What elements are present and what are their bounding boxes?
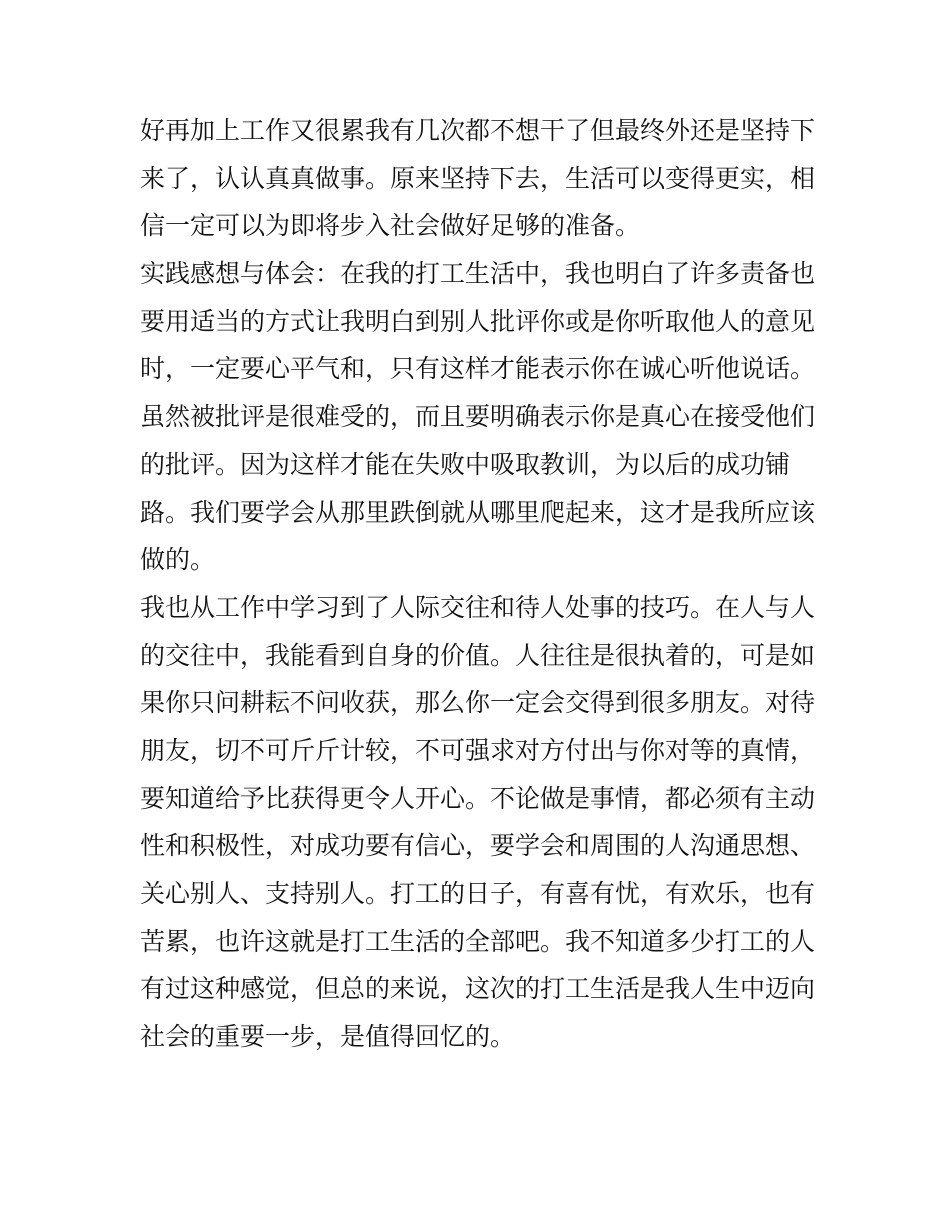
- text-line: 果你只问耕耘不问收获，那么你一定会交得到很多朋友。对待: [140, 688, 816, 718]
- text-line: 要用适当的方式让我明白到别人批评你或是你听取他人的意见: [140, 306, 816, 336]
- text-line: 有过这种感觉，但总的来说，这次的打工生活是我人生中迈向: [140, 974, 816, 1004]
- text-line: 好再加上工作又很累我有几次都不想干了但最终外还是坚持下: [140, 116, 816, 145]
- text-line: 性和积极性，对成功要有信心，要学会和周围的人沟通思想、: [140, 831, 816, 861]
- text-line: 的交往中，我能看到自身的价值。人往往是很执着的，可是如: [140, 640, 816, 670]
- text-line: 路。我们要学会从那里跌倒就从哪里爬起来，这才是我所应该: [140, 497, 816, 527]
- text-line: 要知道给予比获得更令人开心。不论做是事情，都必须有主动: [140, 783, 816, 813]
- text-line: 做的。: [140, 545, 216, 575]
- text-line: 朋友，切不可斤斤计较，不可强求对方付出与你对等的真情，: [140, 735, 816, 765]
- text-line: 苦累，也许这就是打工生活的全部吧。我不知道多少打工的人: [140, 926, 816, 956]
- text-line: 的批评。因为这样才能在失败中吸取教训，为以后的成功铺: [140, 449, 791, 479]
- text-line: 社会的重要一步，是值得回忆的。: [140, 1022, 516, 1052]
- text-line: 时，一定要心平气和，只有这样才能表示你在诚心听他说话。: [140, 354, 816, 384]
- text-line: 信一定可以为即将步入社会做好足够的准备。: [140, 211, 641, 241]
- text-line: 实践感想与体会：在我的打工生活中，我也明白了许多责备也: [140, 259, 816, 289]
- text-line: 我也从工作中学习到了人际交往和待人处事的技巧。在人与人: [140, 592, 816, 622]
- text-line: 关心别人、支持别人。打工的日子，有喜有忧，有欢乐，也有: [140, 879, 816, 908]
- text-line: 虽然被批评是很难受的，而且要明确表示你是真心在接受他们: [140, 402, 816, 432]
- text-line: 来了，认认真真做事。原来坚持下去，生活可以变得更实，相: [140, 163, 816, 193]
- body-text: [140, 107, 820, 1061]
